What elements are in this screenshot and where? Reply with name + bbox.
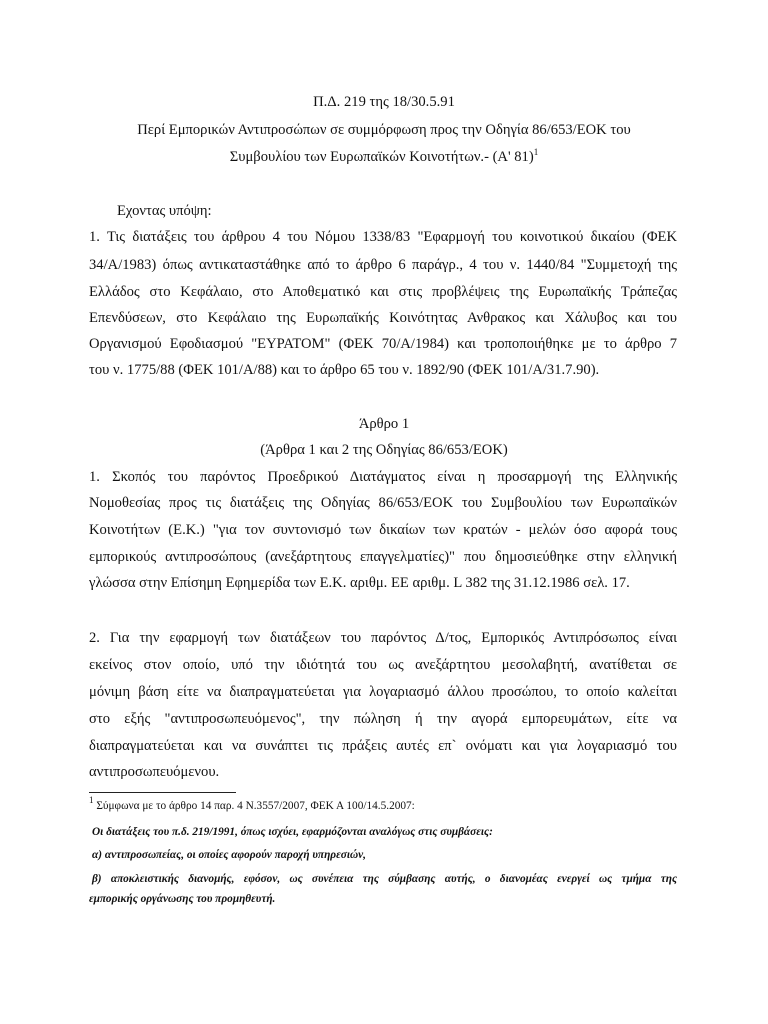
article-para2-line: εκείνος στον οποίο, υπό την ιδιότητά του ως ανεξάρτητου μεσολαβητή, ανατίθεται σε [89, 657, 677, 673]
preamble-line: 1. Τις διατάξεις του άρθρου 4 του Νόμου 1338/83 "Εφαρμογή του κοινοτικού δικαίου (ΦΕΚ [89, 229, 677, 245]
article-para1-line: εμπορικούς αντιπροσώπους (ανεξάρτητους επαγγελματίες)" που δημοσιεύθηκε στην ελληνική [89, 549, 677, 565]
article-para1-line: γλώσσα στην Επίσημη Εφημερίδα των Ε.Κ. αριθμ. ΕΕ αριθμ. L 382 της 31.12.1986 σελ. 17. [89, 575, 630, 591]
article-para1-line: Νομοθεσίας προς τις διατάξεις της Οδηγίας 86/653/ΕΟΚ του Συμβουλίου των Ευρωπαϊκών [89, 495, 677, 511]
footnote-separator [89, 792, 236, 793]
article-para1-line: Κοινοτήτων (Ε.Κ.) "για τον συντονισμό των δικαίων των κρατών - μελών όσο αφορά τους [89, 522, 677, 538]
article-para2-line: 2. Για την εφαρμογή των διατάξεων του παρόντος Δ/τος, Εμπορικός Αντιπρόσωπος είναι [89, 630, 677, 646]
decree-title: Π.Δ. 219 της 18/30.5.91 [313, 94, 455, 110]
footnote-marker: 1 [89, 795, 94, 805]
footnote-line: β) αποκλειστικής διανομής, εφόσον, ως συνέπεια της σύμβασης αυτής, ο διανομέας ενεργεί ως τμήμα της [92, 873, 677, 885]
preamble-line: 34/Α/1983) όπως αντικαταστάθηκε από το άρθρο 6 παράγρ., 4 του ν. 1440/84 "Συμμετοχή της [89, 257, 677, 273]
article-heading: Άρθρο 1 [358, 416, 410, 432]
article-para2-line: αντιπροσωπευόμενου. [89, 764, 220, 780]
footnote-reference[interactable]: 1 [533, 147, 539, 157]
footnote-line [92, 826, 493, 838]
preamble-line: Επενδύσεων, στο Κεφάλαιο της Ευρωπαϊκής Κοινότητας Ανθρακος και Χάλυβος και του [89, 310, 677, 326]
article-para2-line: διαπραγματεύεται και να συνάπτει τις πράξεις αυτές επ` ονόματι και για λογαριασμό του [89, 738, 677, 754]
article-para1-line: 1. Σκοπός του παρόντος Προεδρικού Διατάγματος είναι η προσαρμογή της Ελληνικής [89, 469, 677, 485]
footnote-source-text: Σύμφωνα με το άρθρο 14 παρ. 4 Ν.3557/2007, ΦΕΚ Α 100/14.5.2007: [93, 800, 415, 812]
decree-subtitle-text: Συμβουλίου των Ευρωπαϊκών Κοινοτήτων.- (Α' 81) [229, 149, 534, 165]
article-para2-line: στο εξής "αντιπροσωπευόμενος", την πώληση ή την αγορά εμπορευμάτων, είτε να [89, 711, 677, 727]
article-para2-line: μόνιμη βάση είτε να διαπραγματεύεται για λογαριασμό άλλου προσώπου, το οποίο καλείται [89, 684, 677, 700]
decree-subtitle-line1: Περί Εμπορικών Αντιπροσώπων σε συμμόρφωση προς την Οδηγία 86/653/ΕΟΚ του [137, 122, 631, 138]
footnote-line [92, 849, 366, 861]
footnote-line [89, 893, 275, 905]
decree-subtitle-line2 [0, 149, 768, 166]
article-subheading: (Άρθρα 1 και 2 της Οδηγίας 86/653/ΕΟΚ) [260, 442, 508, 458]
footnote-source [89, 795, 415, 812]
footnote-line-text: Οι διατάξεις του π.δ. 219/1991, όπως ισχύει, εφαρμόζονται αναλόγως στις συμβάσεις: [92, 826, 493, 838]
preamble-line: Ελλάδος στο Κεφάλαιο, στο Αποθεματικό και στις προβλέψεις της Ευρωπαϊκής Τράπεζας [89, 284, 677, 300]
preamble-intro: Εχοντας υπόψη: [117, 203, 212, 219]
preamble-line: του ν. 1775/88 (ΦΕΚ 101/Α/88) και το άρθρο 65 του ν. 1892/90 (ΦΕΚ 101/Α/31.7.90). [89, 362, 600, 378]
footnote-line-text: α) αντιπροσωπείας, οι οποίες αφορούν παροχή υπηρεσιών, [92, 849, 366, 861]
footnote-line-text: εμπορικής οργάνωσης του προμηθευτή. [89, 893, 276, 905]
preamble-line: Οργανισμού Εφοδιασμού "ΕΥΡΑΤΟΜ" (ΦΕΚ 70/Α/1984) και τροποποιήθηκε με το άρθρο 7 [89, 336, 677, 352]
